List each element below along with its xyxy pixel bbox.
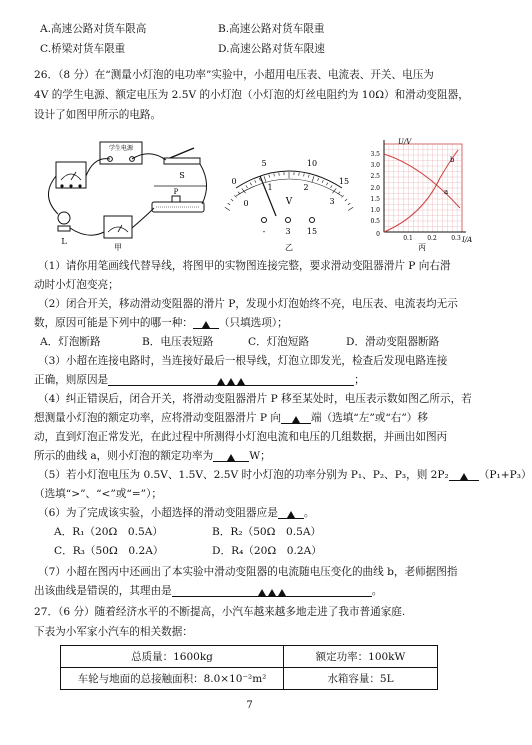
svg-text:0.1: 0.1 bbox=[403, 235, 413, 242]
terminal-icon bbox=[286, 218, 291, 223]
svg-text:b: b bbox=[450, 156, 455, 164]
q26-part7-line2: 出该曲线是错误的，其理由是 。 bbox=[34, 585, 383, 597]
svg-text:V: V bbox=[285, 197, 293, 207]
q26-part4-line3: 动，直到灯泡正常发光，在此过程中所测得小灯泡电流和电压的几组数据，并画出如图丙 bbox=[34, 431, 448, 443]
q25-option-d: D.高速公路对货车限速 bbox=[218, 43, 325, 55]
answer-blank[interactable] bbox=[193, 318, 219, 329]
svg-text:0: 0 bbox=[243, 199, 249, 208]
q26-part2-line2: 数，原因可能是下列中的哪一种： （只填选项）； bbox=[34, 317, 288, 329]
svg-text:5: 5 bbox=[261, 159, 267, 168]
svg-text:0.5: 0.5 bbox=[370, 218, 380, 225]
svg-text:1.0: 1.0 bbox=[370, 207, 380, 214]
svg-text:2.0: 2.0 bbox=[370, 185, 380, 192]
svg-text:I/A: I/A bbox=[462, 236, 473, 244]
q26-part1-line1: （1）请你用笔画线代替导线，将图甲的实物图连接完整，要求滑动变阻器滑片 P 向右滑 bbox=[38, 260, 451, 272]
svg-text:1: 1 bbox=[267, 183, 273, 192]
svg-text:乙: 乙 bbox=[285, 243, 293, 252]
q26-p2-option-c: C．灯泡短路 bbox=[248, 336, 310, 348]
svg-text:丙: 丙 bbox=[418, 243, 426, 252]
car-data-table bbox=[60, 645, 438, 690]
q26-part5-line2: （选填“>”、“<”或“=”）； bbox=[34, 488, 162, 500]
svg-text:0: 0 bbox=[231, 177, 237, 186]
q26-part4-line1: （4）纠正错误后，闭合开关，将滑动变阻器滑片 P 移至某处时，电压表示数如图乙所示，若 bbox=[38, 393, 472, 405]
svg-text:0.3: 0.3 bbox=[451, 235, 461, 242]
q25-option-c: C.桥梁对货车限重 bbox=[40, 43, 126, 55]
q26-part1-line2: 动时小灯泡变亮； bbox=[34, 279, 119, 291]
svg-text:-: - bbox=[262, 227, 266, 236]
q25-option-b: B.高速公路对货车限重 bbox=[218, 23, 325, 35]
q27-intro-line-2: 下表为小军家小汽车的相关数据： bbox=[34, 626, 193, 638]
answer-blank[interactable] bbox=[449, 470, 479, 481]
q26-p2-option-b: B．电压表短路 bbox=[142, 336, 214, 348]
svg-text:15: 15 bbox=[338, 177, 350, 186]
svg-text:15: 15 bbox=[306, 227, 318, 236]
svg-text:0: 0 bbox=[376, 231, 380, 238]
q26-p2-option-a: A．灯泡断路 bbox=[40, 336, 101, 348]
answer-blank[interactable] bbox=[213, 451, 249, 462]
q26-part4-line2: 想测量小灯泡的额定功率，应将滑动变阻器滑片 P 向 端（选填“左”或“右”）移 bbox=[34, 412, 428, 424]
table-cell: 车轮与地面的总接触面积：8.0×10⁻²m² bbox=[61, 668, 284, 690]
svg-text:3.5: 3.5 bbox=[370, 151, 380, 158]
dial-needle bbox=[260, 176, 276, 216]
svg-text:1.5: 1.5 bbox=[370, 196, 380, 203]
answer-blank[interactable] bbox=[278, 508, 304, 519]
terminal-icon bbox=[310, 218, 315, 223]
bulb-icon bbox=[58, 212, 70, 224]
q26-intro-line-2: 4V 的学生电源、额定电压为 2.5V 的小灯泡（小灯泡的灯丝电阻约为 10Ω）和滑动变阻器， bbox=[34, 89, 469, 101]
table-cell: 水箱容量：5L bbox=[284, 668, 438, 690]
page-number: 7 bbox=[246, 700, 253, 711]
answer-blank[interactable] bbox=[172, 586, 372, 597]
q26-part2-line1: （2）闭合开关，移动滑动变阻器的滑片 P，发现小灯泡始终不亮，电压表、电流表均无示 bbox=[38, 298, 458, 310]
svg-text:甲: 甲 bbox=[114, 243, 122, 252]
svg-text:2: 2 bbox=[303, 183, 309, 192]
ui-graph-figure bbox=[362, 136, 474, 254]
svg-text:10: 10 bbox=[306, 159, 318, 168]
q26-part5-line1: （5）若小灯泡电压为 0.5V、1.5V、2.5V 时小灯泡的功率分别为 P₁、P₂、P₃，则 2P₂ （P₁+P₃） bbox=[38, 469, 532, 481]
table-cell: 总质量：1600kg bbox=[61, 646, 284, 668]
q26-intro-line-3: 设计了如图甲所示的电路。 bbox=[34, 109, 162, 121]
table-cell: 额定功率：100kW bbox=[284, 646, 438, 668]
svg-text:3: 3 bbox=[329, 197, 335, 206]
svg-text:3.0: 3.0 bbox=[370, 162, 380, 169]
q26-p6-option-d: D．R₄（20Ω 0.2A） bbox=[212, 545, 322, 557]
q26-part4-line4: 所示的曲线 a，则小灯泡的额定功率为 W； bbox=[34, 450, 271, 462]
svg-text:2.5: 2.5 bbox=[370, 173, 380, 180]
figures-row bbox=[34, 136, 474, 256]
svg-text:a: a bbox=[444, 188, 449, 196]
table-row bbox=[61, 646, 438, 668]
voltmeter-dial-figure bbox=[224, 136, 354, 254]
q26-part6-line1: （6）为了完成该实验，小超选择的滑动变阻器应是 。 bbox=[38, 507, 315, 519]
q26-part3-line1: （3）小超在连接电路时，当连接好最后一根导线，灯泡立即发光，检查后发现电路连接 bbox=[38, 355, 448, 367]
switch-icon bbox=[164, 158, 200, 164]
q26-p2-option-d: D．滑动变阻器断路 bbox=[346, 336, 440, 348]
svg-text:U/V: U/V bbox=[398, 138, 412, 146]
svg-text:L: L bbox=[61, 237, 67, 246]
q26-p6-option-b: B．R₂（50Ω 0.5A） bbox=[212, 526, 322, 538]
circuit-figure bbox=[34, 136, 214, 254]
answer-blank[interactable] bbox=[281, 413, 311, 424]
answer-blank[interactable] bbox=[108, 375, 354, 386]
svg-text:学生电源: 学生电源 bbox=[108, 145, 134, 152]
table-row bbox=[61, 668, 438, 690]
q26-part7-line1: （7）小超在图丙中还画出了本实验中滑动变阻器的电流随电压变化的曲线 b，老师据图指 bbox=[38, 566, 458, 578]
svg-text:3: 3 bbox=[285, 227, 291, 236]
terminal-icon bbox=[262, 218, 267, 223]
svg-text:S: S bbox=[179, 171, 185, 180]
svg-text:P: P bbox=[173, 188, 179, 196]
q25-option-a: A.高速公路对货车限高 bbox=[40, 23, 147, 35]
q27-intro-line-1: 27．（6 分）随着经济水平的不断提高，小汽车越来越多地走进了我市普通家庭. bbox=[34, 606, 406, 618]
q26-intro-line-1: 26．（8 分）在“测量小灯泡的电功率”实验中，小超用电压表、电流表、开关、电压为 bbox=[34, 69, 434, 81]
q26-p6-option-a: A．R₁（20Ω 0.5A） bbox=[54, 526, 164, 538]
q26-p6-option-c: C．R₃（50Ω 0.2A） bbox=[54, 545, 164, 557]
q26-part3-line2: 正确，则原因是 ； bbox=[34, 374, 365, 386]
ammeter-icon bbox=[56, 162, 86, 188]
svg-text:0.2: 0.2 bbox=[427, 235, 437, 242]
